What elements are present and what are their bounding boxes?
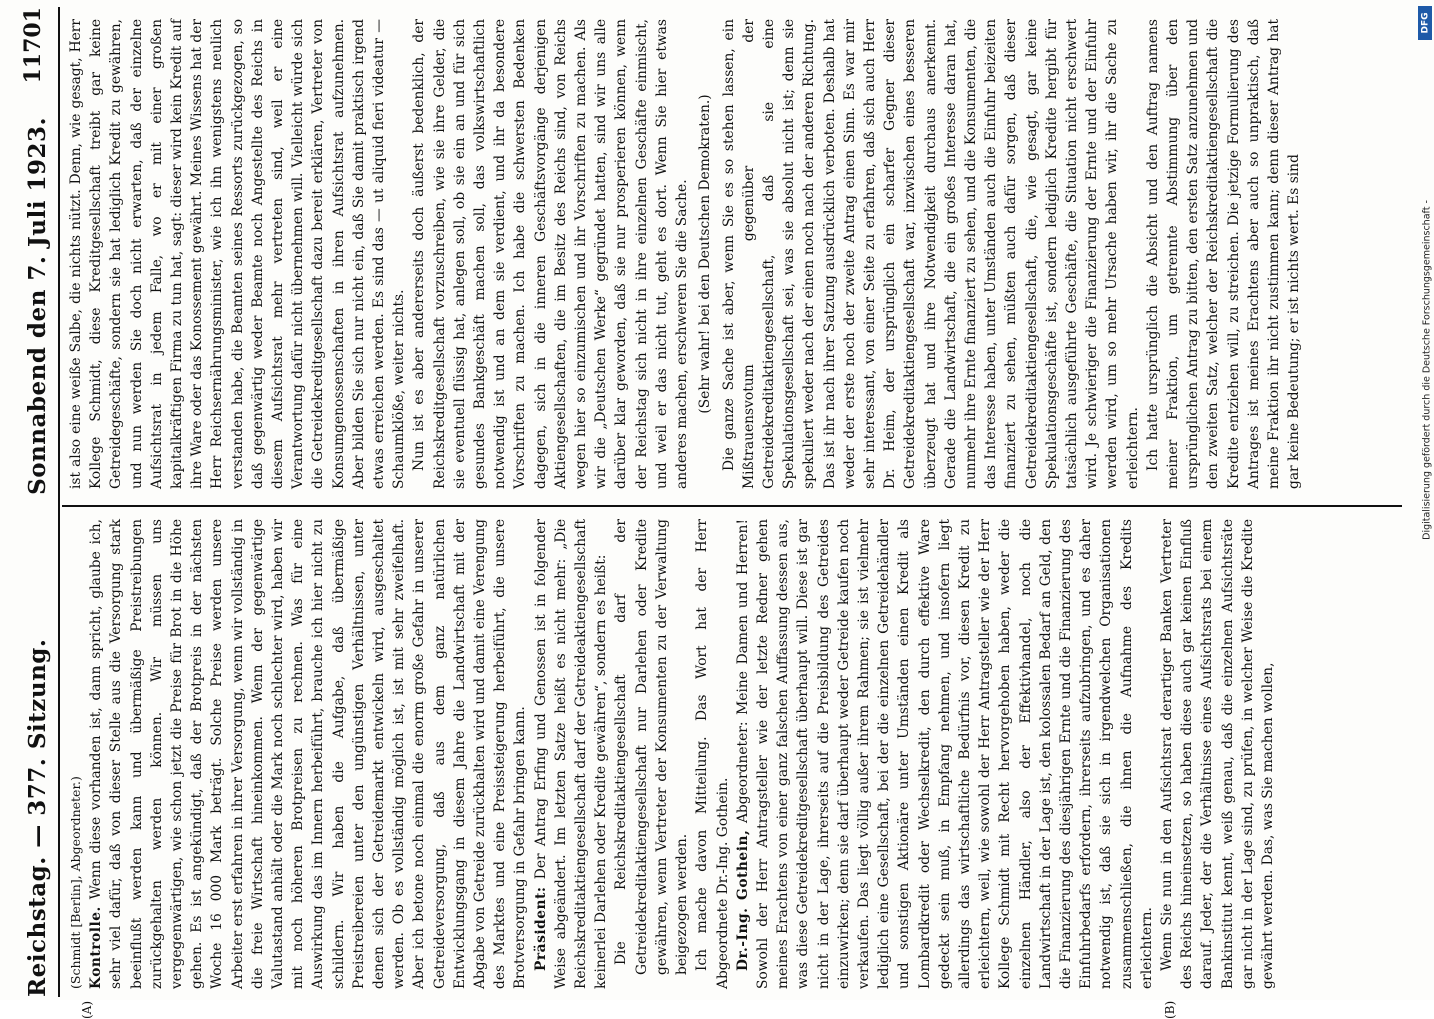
paragraph-lead: Kontrolle. (88, 906, 105, 989)
rotated-document-page (18, 7, 1410, 1019)
right-text-column (66, 19, 1304, 489)
running-header (18, 7, 56, 997)
paragraph: Nun ist es aber andererseits doch äußerst bedenklich, der Reichskreditgesellschaft vorzuschreiben, wie sie ihre Gelder, die sie eventuell flüssig hat, anlegen soll, ob sie ein an und für sich gesundes Bankgeschäft machen soll, das volkswirtschaftlich notwendig ist und an dem sie verdient, und ihr da besondere Vorschriften zu machen. Ich habe die schwersten Bedenken dagegen, sich in die inneren Geschäftsvorgänge derjenigen Aktiengesellschaften, die im Besitz des Reichs sind, von Reichs wegen hier so einzumischen und ihr Vorschriften zu machen. Als wir die „Deutschen Werke“ gegründet hatten, sind wir uns alle darüber klar geworden, daß sie nur prosperieren können, wenn der Reichstag sich nicht in ihre einzelnen Geschäfte einmischt, und weil er das nicht tut, geht es dort. Wenn Sie hier etwas anderes machen, erschweren Sie die Sache. (411, 19, 691, 489)
speaker-line: (Schmidt [Berlin], Abgeordneter.) (68, 776, 83, 989)
paragraph: Ich hatte ursprünglich die Absicht und den Auftrag namens meiner Fraktion, um getrennte Abstimmung über den ursprünglichen Antrag zu bitten, den ersten Satz anzunehmen und den zweiten Satz, welcher der Reichskreditaktiengesellschaft die Kredite entziehen will, zu streichen. Die jetzige Formulierung des Antrages ist meines Erachtens aber auch so unpraktisch, daß meine Fraktion ihr nicht zustimmen kann; denn dieser Antrag hat gar keine Bedeutung; er ist nichts wert. Es sind (1144, 19, 1303, 489)
header-session-title: Reichstag. — 377. Sitzung. (23, 638, 51, 997)
paragraph: Kontrolle. Wenn diese vorhanden ist, dann spricht, glaube ich, sehr viel dafür, daß von dieser Stelle aus die Versorgung stark beeinflußt werden kann und übermäßige Preistreibungen zurückgehalten werden können. Wir müssen uns vergegenwärtigen, wie schon jetzt die Preise für Brot in die Höhe gehen. Es ist angekündigt, daß der Brotpreis in der nächsten Woche 16 000 Mark beträgt. Solche Preise werden unsere Arbeiter erst erfahren in ihrer Versorgung, wenn wir vollständig in die freie Wirtschaft hineinkommen. Wenn der gegenwärtige Valutastand anhält oder die Mark noch schlechter wird, haben wir mit noch höheren Brotpreisen zu rechnen. Was für eine Auswirkung das im Innern herbeiführt, brauche ich hier nicht zu schildern. Wir haben die Aufgabe, daß übermäßige Preistreibereien unter den ungünstigen Verhältnissen, unter denen sich der Getreidemarkt entwickeln wird, ausgeschaltet werden. Ob es vollständig möglich ist, ist mit sehr zweifelhaft. Aber ich betone noch einmal die enorm große Gefahr in unserer Getreideversorgung, daß aus dem ganz natürlichen Entwicklungsgang in diesem Jahre die Landwirtschaft mit der Abgabe von Getreide zurückhalten wird und damit eine Verengung des Marktes und eine Preissteigerung herbeiführt, die unsere Brotversorgung in Gefahr bringen kann. (88, 519, 529, 989)
paragraph: Die ganze Sache ist aber, wenn Sie es so stehen lassen, ein Mißtrauensvotum gegenüber der Getreidekreditaktiengesellschaft, daß sie eine Spekulationsgesellschaft sei, was sie absolut nicht ist; denn sie spekuliert weder nach der einen noch nach der anderen Richtung. Das ist ihr nach ihrer Satzung ausdrücklich verboten. Deshalb hat weder der erste noch der zweite Antrag einen Sinn. Es war mir sehr interessant, von einer Seite zu erfahren, daß sich auch Herr Dr. Heim, der ursprünglich ein scharfer Gegner dieser Getreidekreditaktiengesellschaft war, inzwischen eines besseren überzeugt hat und ihre Notwendigkeit durchaus anerkennt. Gerade die Landwirtschaft, die ein großes Interesse daran hat, nunmehr ihre Ernte finanziert zu sehen, und die Konsumenten, die das Interesse haben, unter Umständen auch die Einfuhr beizeiten finanziert zu sehen, müßten auch dafür sorgen, daß dieser Getreidekreditaktiengesellschaft, die, wie gesagt, gar keine Spekulationsgeschäfte ist, sondern lediglich Kredite hergibt für tatsächlich ausgeführte Geschäfte, die Situation nicht erschwert wird. Je schwieriger die Finanzierung der Ernte und der Einfuhr werden wird, um so mehr Ursache haben wir, ihr die Sache zu erleichtern. (720, 19, 1141, 489)
margin-mark-a: (A) (80, 1000, 94, 1019)
column-divider (62, 505, 1402, 507)
quoted-motion: Die Reichskreditaktiengesellschaft darf der Getreidekreditaktiengesellschaft nur Darlehen oder Kredite gewähren, wenn Vertreter der Konsumenten zu der Verwaltung beigezogen werden. (613, 519, 691, 975)
digitization-credit: Digitalisierung gefördert durch die Deutsche Forschungsgemeinschaft - (1421, 200, 1433, 540)
paragraph: Dr.-Ing. Gothein, Abgeordneter: Meine Damen und Herren! Sowohl der Herr Antragsteller wie der letzte Redner gehen meines Erachtens von einer ganz falschen Auffassung dessen aus, was diese Getreidekreditgesellschaft überhaupt will. Diese ist gar nicht in der Lage, ihrerseits auf die Preisbildung des Getreides einzuwirken; denn sie darf überhaupt weder Getreide kaufen noch verkaufen. Das liegt völlig außer ihrem Rahmen; sie ist vielmehr lediglich eine Gesellschaft, bei der die einzelnen Getreidehändler und sonstigen Aktionäre unter Umständen einen Kredit als Lombardkredit oder Wechselkredit, den durch effektive Ware gedeckt sein muß, in Empfang nehmen, und insofern liegt allerdings das wirtschaftliche Bedürfnis vor, diesen Kredit zu erleichtern, weil, wie sowohl der Herr Antragsteller wie der Herr Kollege Schmidt mit Recht hervorgehoben haben, weder die einzelnen Händler, also der Effektivhandel, noch die Landwirtschaft in der Lage ist, den kolossalen Bedarf an Geld, den die Finanzierung des diesjährigen Ernte und die Finanzierung des Einfuhrbedarfs erfordern, ihrerseits aufzubringen, und es daher notwendig ist, daß sie sich in irgendwelchen Organisationen zusammenschließen, die ihnen die Aufnahme des Kredits erleichtern. (734, 519, 1155, 989)
paragraph-lead: Dr.-Ing. Gothein, (734, 829, 751, 971)
dfg-logo: DFG (1418, 6, 1432, 40)
paragraph: ist also eine weiße Salbe, die nichts nützt. Denn, wie gesagt, Herr Kollege Schmidt, diese Kreditgesellschaft treibt gar keine Getreidegeschäfte, sondern sie hat lediglich Kredit zu gewähren, und nun werden Sie doch nicht erwarten, daß der einzelne Aufsichtsrat in jedem Falle, wo er mit einer großen kapitalkräftigen Firma zu tun hat, sagt: dieser wird kein Kredit auf ihre Ware oder das Konossement gewährt. Meines Wissens hat der Herr Reichsernährungsminister, wie ich ihn wenigstens neulich verstanden habe, die Beamten seines Ressorts zurückgezogen, so daß gegenwärtig weder Beamte noch Angestellte des Reichs in diesem Aufsichtsrat mehr vertreten sind, weil er eine Verantwortung dafür nicht übernehmen will. Vielleicht würde sich die Getreidekreditgesellschaft dazu bereit erklären, Vertreter von Konsumgenossenschaften in ihren Aufsichtsrat aufzunehmen. Aber bilden Sie sich nur nicht ein, daß Sie damit praktisch irgend etwas erreichen werden. Es sind das — ut aliquid fieri videatur — Schaumklöße, weiter nichts. (68, 19, 408, 489)
paragraph: Wenn Sie nun in den Aufsichtsrat derartiger Banken Vertreter des Reichs hineinsetzen, so haben diese auch gar keinen Einfluß darauf. Jeder, der die Verhältnisse eines Aufsichtsrats bei einem Bankinstitut kennt, weiß genau, daß die einzelnen Aufsichtsräte gar nicht in der Lage sind, zu prüfen, in welcher Weise die Kredite gewährt werden. Das, was Sie machen wollen, (1158, 519, 1276, 989)
interjection: (Sehr wahr! bei den Deutschen Demokraten.) (697, 94, 714, 414)
header-rule (58, 7, 60, 997)
paragraph: Ich mache davon Mitteilung. Das Wort hat der Herr Abgeordnete Dr.-Ing. Gothein. (694, 519, 731, 989)
header-date: Sonnabend den 7. Juli 1923. (23, 117, 51, 495)
margin-mark-b: (B) (1163, 1000, 1177, 1019)
paragraph: Präsident: Der Antrag Erfing und Genossen ist in folgender Weise abgeändert. Im letzten Satze heißt es nicht mehr: „Die Reichskreditaktiengesellschaft darf der Getreideaktiengesellschaft keinerlei Darlehen oder Kredite gewähren“, sondern es heißt: (532, 518, 610, 989)
page-number: 11701 (20, 7, 46, 84)
paragraph-lead: Präsident: (532, 886, 549, 971)
left-text-column (66, 519, 1278, 989)
